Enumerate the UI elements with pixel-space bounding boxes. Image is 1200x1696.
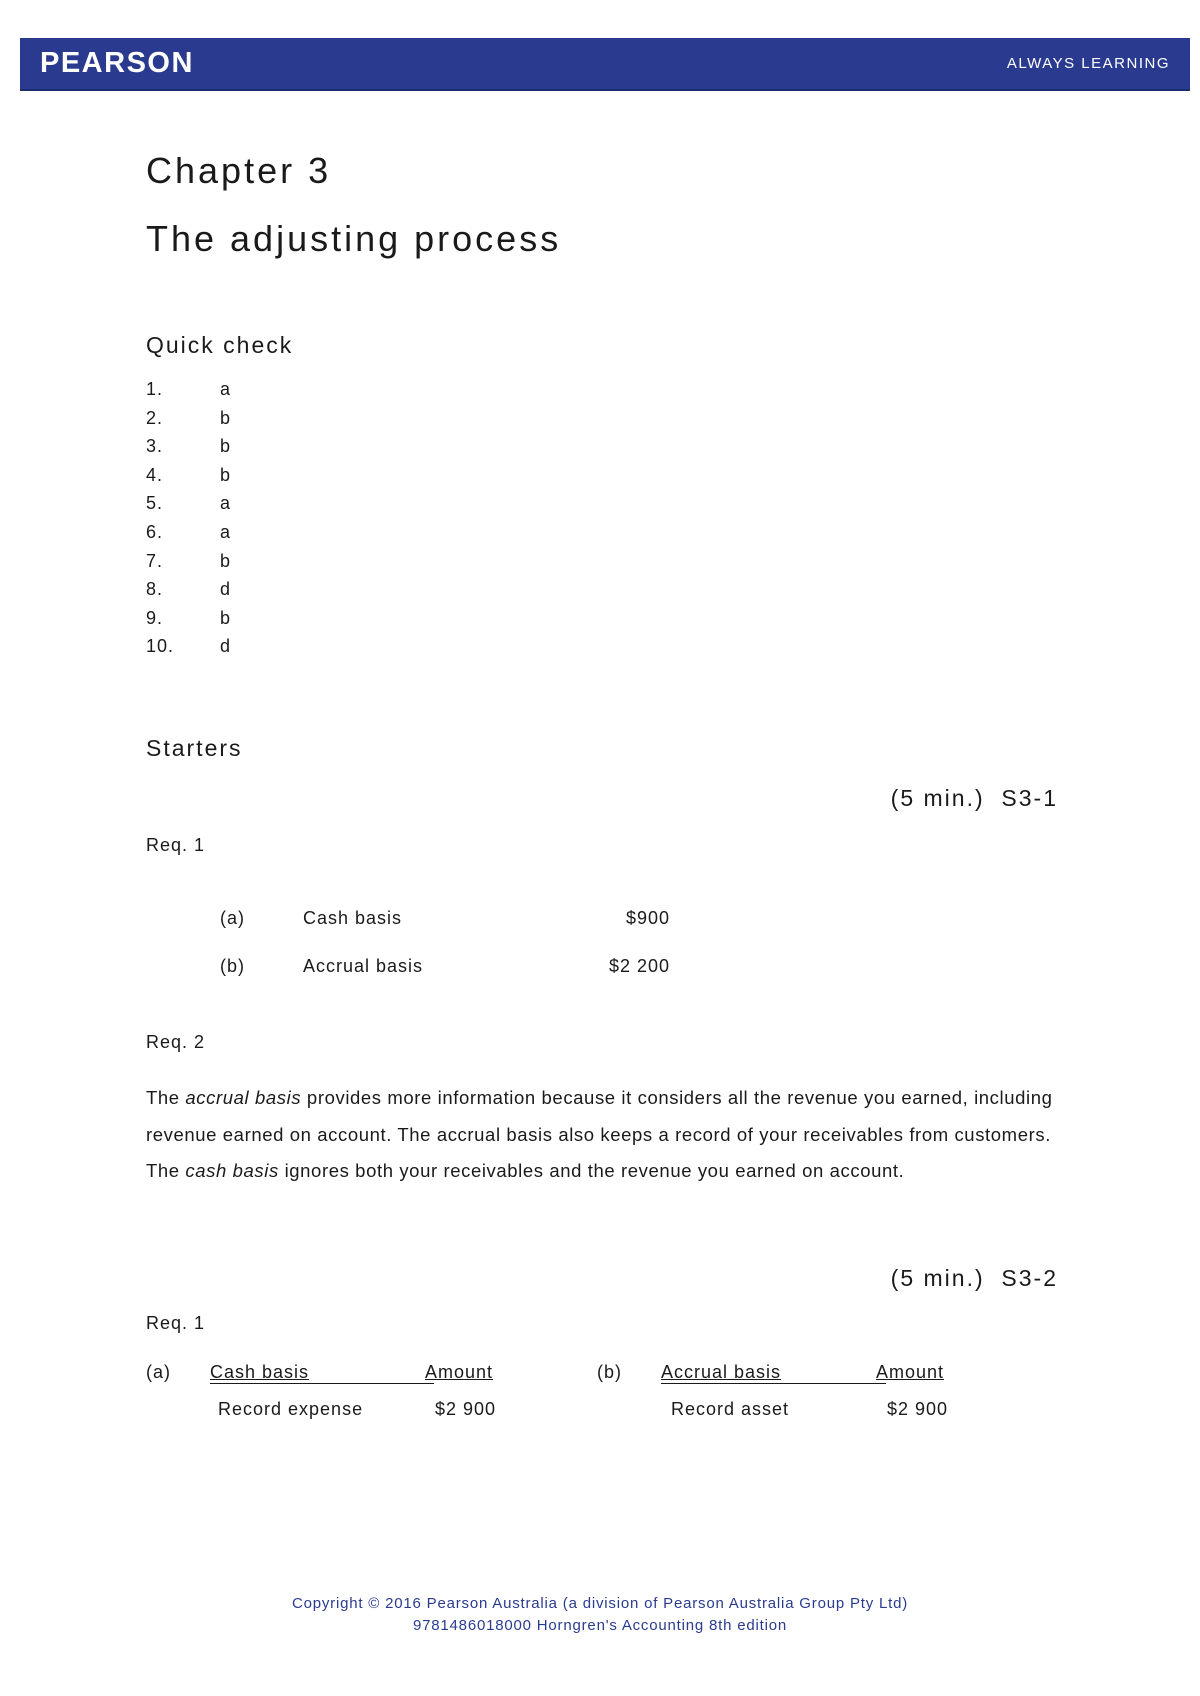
- row-value: $900: [625, 908, 670, 928]
- paragraph-text: The: [146, 1087, 186, 1108]
- item-number: 2.: [146, 407, 164, 428]
- requirement-label: Req. 2: [146, 1032, 206, 1052]
- chapter-heading: Chapter 3: [146, 150, 332, 191]
- item-answer: a: [220, 493, 232, 514]
- table-cell-amount: $2 900: [887, 1399, 949, 1419]
- header-underline: [661, 1383, 886, 1384]
- cash-basis-table: [146, 1362, 506, 1432]
- row-marker: (b): [220, 956, 245, 976]
- table-header-amount: Amount: [876, 1362, 945, 1382]
- item-number: 10.: [146, 636, 175, 657]
- list-item: [146, 636, 446, 665]
- item-number: 5.: [146, 493, 164, 514]
- item-answer: b: [220, 407, 232, 428]
- table-cell-label: Record asset: [671, 1399, 790, 1419]
- table-marker: (a): [146, 1362, 171, 1382]
- item-answer: b: [220, 436, 232, 457]
- list-item: [146, 608, 446, 637]
- table-header-label: Cash basis: [210, 1362, 310, 1382]
- publisher-banner: [20, 38, 1190, 91]
- table-header-label: Accrual basis: [661, 1362, 782, 1382]
- list-item: [146, 522, 446, 551]
- table-cell-label: Record expense: [218, 1399, 364, 1419]
- paragraph-text: provides more information because it considers all the revenue you earned, including revenue earned on account. The accrual basis also keeps a record of your receivables from customers. The: [146, 1087, 1053, 1181]
- requirement-label: Req. 1: [146, 835, 206, 855]
- item-number: 4.: [146, 464, 164, 485]
- cash-basis-row: [220, 908, 670, 934]
- item-number: 7.: [146, 550, 164, 571]
- requirement-label: Req. 1: [146, 1313, 206, 1333]
- item-answer: a: [220, 379, 232, 399]
- pearson-logo: PEARSON: [40, 47, 194, 79]
- item-answer: b: [220, 607, 232, 628]
- item-answer: b: [220, 464, 232, 485]
- header-underline: [210, 1383, 434, 1384]
- item-number: 1.: [146, 379, 164, 399]
- item-answer: b: [220, 550, 232, 571]
- item-number: 8.: [146, 579, 164, 600]
- list-item: [146, 465, 446, 494]
- copyright-notice: Copyright © 2016 Pearson Australia (a division of Pearson Australia Group Pty Ltd): [291, 1595, 909, 1612]
- table-marker: (b): [597, 1362, 622, 1382]
- explanation-paragraph: [146, 1080, 1066, 1190]
- table-header-amount: Amount: [425, 1362, 494, 1382]
- list-item: [146, 379, 446, 408]
- paragraph-emphasis: cash basis: [185, 1160, 279, 1181]
- item-number: 6.: [146, 521, 164, 542]
- item-answer: a: [220, 521, 232, 542]
- table-cell-amount: $2 900: [435, 1399, 497, 1419]
- paragraph-emphasis: accrual basis: [185, 1087, 302, 1108]
- list-item: [146, 493, 446, 522]
- banner-tagline: ALWAYS LEARNING: [1006, 55, 1170, 72]
- item-answer: d: [220, 636, 232, 657]
- list-item: [146, 436, 446, 465]
- edition-notice: 9781486018000 Horngren's Accounting 8th edition: [412, 1617, 788, 1634]
- quick-check-heading: Quick check: [146, 332, 294, 358]
- quick-check-list: [146, 379, 446, 665]
- row-label: Accrual basis: [303, 956, 424, 976]
- exercise-tag-s3-2: (5 min.) S3-2: [890, 1265, 1058, 1291]
- exercise-tag-s3-1: (5 min.) S3-1: [890, 785, 1058, 811]
- accrual-basis-row: [220, 956, 670, 982]
- row-value: $2 200: [608, 956, 670, 976]
- list-item: [146, 551, 446, 580]
- chapter-title: The adjusting process: [146, 218, 562, 259]
- list-item: [146, 408, 446, 437]
- list-item: [146, 579, 446, 608]
- paragraph-text: ignores both your receivables and the revenue you earned on account.: [278, 1160, 905, 1181]
- row-label: Cash basis: [303, 908, 403, 928]
- item-number: 9.: [146, 607, 164, 628]
- item-answer: d: [220, 579, 232, 600]
- accrual-basis-table: [597, 1362, 977, 1432]
- starters-heading: Starters: [146, 735, 243, 761]
- item-number: 3.: [146, 436, 164, 457]
- row-marker: (a): [220, 908, 245, 928]
